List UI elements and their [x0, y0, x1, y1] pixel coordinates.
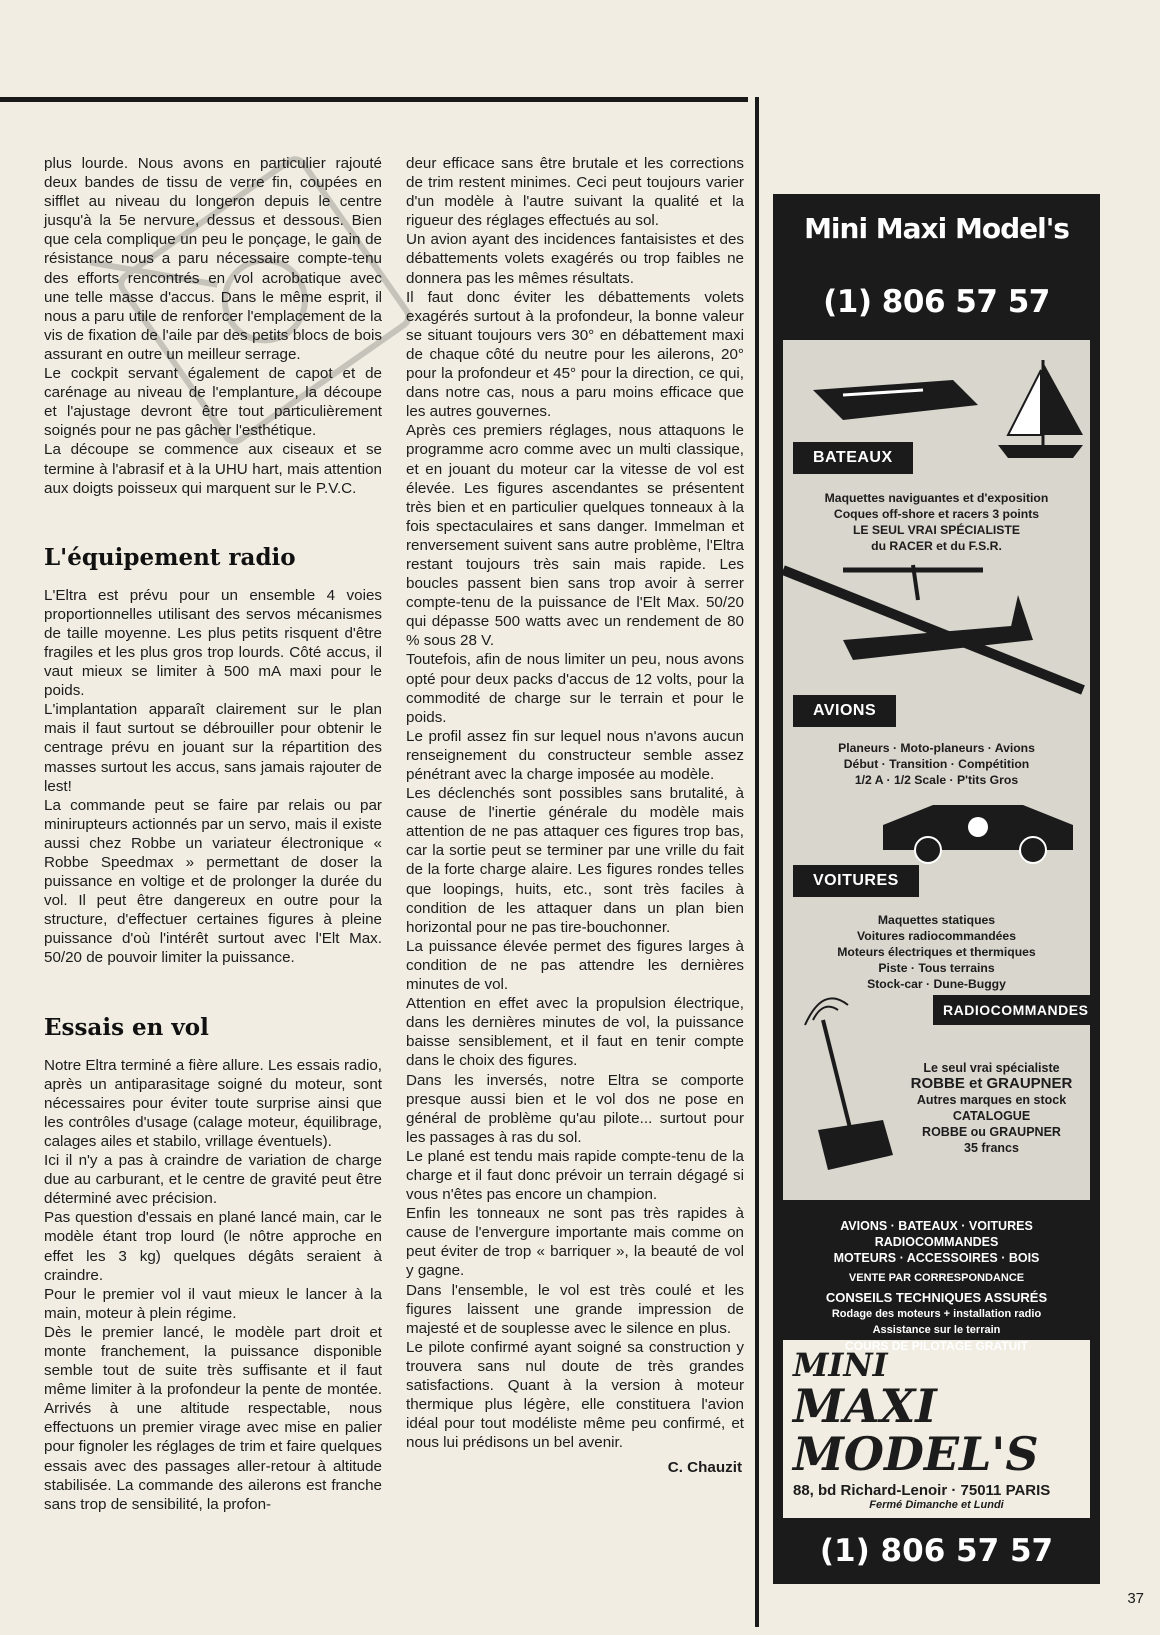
- bateaux-text: Maquettes naviguantes et d'exposition Coques off-shore et racers 3 points LE SEUL VRAI SPÉCIALISTE du RACER et du F.S.R.: [824, 491, 1049, 553]
- paragraph: Dès le premier lancé, le modèle part droit et monte franchement, la puissance disponible semble tout de suite très suffisante et il faut même limiter à la profondeur la pente de montée. Arrivés à une altitude respectable, nous effectuons un premier virage avec mise en palier pour fignoler les réglages de trim et faire quelques essais avec des passages aller-retour à altitude stabilisée. La commande des ailerons est franche sans trop de sensibilité, la profon-: [44, 1323, 382, 1513]
- ad-phone-bottom: (1) 806 57 57: [773, 1518, 1100, 1584]
- ad-logo: [773, 1340, 1100, 1518]
- airplane-icon: [783, 555, 1090, 705]
- page-number: 37: [1127, 1590, 1144, 1607]
- ad-phone: (1) 806 57 57: [773, 264, 1100, 340]
- paragraph: Ici il n'y a pas à craindre de variation de charge due au carburant, et le centre de gravité peut être déterminé avec précision.: [44, 1152, 382, 1208]
- radio-transmitter-icon: [793, 980, 903, 1180]
- logo-text: MODEL'S: [793, 1427, 1039, 1481]
- category-radio: RADIOCOMMANDES: [933, 995, 1098, 1025]
- paragraph: Pour le premier vol il vaut mieux le lancer à la main, moteur à plein régime.: [44, 1285, 382, 1322]
- section-heading-radio: L'équipement radio: [44, 543, 296, 571]
- paragraph: Le profil assez fin sur lequel nous n'avons aucun renseignement du constructeur semble assez pénétrant avec la charge imposée au modèle.: [406, 727, 744, 783]
- paragraph: deur efficace sans être brutale et les corrections de trim restent minimes. Ceci peut toujours varier d'un modèle à l'autre suivant la qualité et la rigueur des réglages effectués au sol.: [406, 155, 744, 230]
- ad-address: 88, bd Richard-Lenoir · 75011 PARIS: [793, 1482, 1051, 1499]
- article-column-left: [44, 154, 382, 1514]
- paragraph: Le plané est tendu mais rapide compte-tenu de la charge et il faut donc prévoir un terrain dégagé si vous n'êtes pas encore un champion.: [406, 1147, 744, 1204]
- paragraph: Pas question d'essais en plané lancé main, car le modèle étant trop lourd (le nôtre approche en effet les 3 kg) quelques dégâts seraient à craindre.: [44, 1209, 382, 1284]
- paragraph: Les déclenchés sont possibles sans brutalité, à cause de l'inertie générale du modèle mais attention de ne pas attaquer ces figures trop bas, car la sortie peut se terminer par une vrille du fait de la forte charge alaire. Les figures rondes telles que loopings, huits, etc., sont très faciles à condition de les attaquer dans un plan bien horizontal pour ne pas tire-bouchonner.: [406, 785, 744, 936]
- top-rule: [0, 97, 748, 102]
- paragraph: plus lourde. Nous avons en particulier rajouté deux bandes de tissu de verre fin, coupées en sifflet au niveau du longeron depuis le centre jusqu'à la 5e nervure, dessus et dessous. Bien que cela complique un peu le ponçage, le gain de résistance nous a paru nécessaire compte-tenu des efforts rencontrés en vol acrobatique avec une telle masse d'accus. Dans le même esprit, il nous a paru utile de renforcer l'emplacement de la vis de fixation de l'aile par des petits blocs de bois assurant en outre un meilleur serrage.: [44, 155, 382, 363]
- paragraph: Le cockpit servant également de capot et de carénage au niveau de l'emplanture, la découpe et l'ajustage devront être tout particulièrement soignés pour ne pas gâcher l'esthétique.: [44, 365, 382, 440]
- paragraph: Attention en effet avec la propulsion électrique, dans les dernières minutes de vol, la puissance baisse sensiblement, et il faut en tenir compte dans le choix des figures.: [406, 995, 744, 1070]
- paragraph: Enfin les tonneaux ne sont pas très rapides à cause de l'envergure importante mais comme on peut éviter de trop « barriquer », la beauté de vol y gagne.: [406, 1205, 744, 1280]
- paragraph: Après ces premiers réglages, nous attaquons le programme acro comme avec un multi classique, et en jouant du moteur car la vitesse de vol est élevée. Les figures ascendantes se présentent très bien et en particulier quelques tonneaux à la fois spectaculaires et sans danger. Immelman et renversement suivent sans autre problème, l'Eltra restant toujours très sain mais rapide. Les boucles passent bien sans trop avoir à serrer compte-tenu de la puissance de l'Elt Max. 50/20 qui dépasse 500 watts avec un rendement de 80 % sous 28 V.: [406, 422, 744, 650]
- category-avions: AVIONS: [793, 695, 896, 727]
- radio-text: Le seul vrai spécialiste ROBBE et GRAUPNER Autres marques en stock CATALOGUE ROBBE ou GRAUPNER 35 francs: [910, 1061, 1073, 1155]
- car-icon: [873, 795, 1083, 865]
- paragraph: La découpe se commence aux ciseaux et se termine à l'abrasif et à la UHU hart, mais attention aux doigts poisseux qui marquent sur le P.V.C.: [44, 441, 382, 497]
- paragraph: Un avion ayant des incidences fantaisistes et des débattements volets exagérés ou trop faibles ne donnera pas les mêmes résultats.: [406, 231, 744, 287]
- logo-text: MINI: [793, 1346, 888, 1384]
- column-divider: [755, 97, 759, 1627]
- paragraph: Il faut donc éviter les débattements volets exagérés surtout à la profondeur, la bonne valeur se situant toujours vers 30° en débattement maxi de chaque côté du neutre pour les ailerons, 20° pour la profondeur et 45° pour la direction, ce qui, dans notre cas, nous a paru moins efficace que les autres gouvernes.: [406, 288, 744, 421]
- paragraph: Dans l'ensemble, le vol est très coulé et les figures laissent une grande impression de majesté et de souplesse avec le silence en plus.: [406, 1281, 744, 1337]
- avions-text: Planeurs · Moto-planeurs · Avions Début · Transition · Compétition 1/2 A · 1/2 Scale · P'tits Gros: [838, 741, 1035, 787]
- paragraph: La commande peut se faire par relais ou par minirupteurs actionnés par un servo, mais il existe aussi chez Robbe un variateur électronique « Robbe Speedmax » permettant de doser la puissance en voltige et de prolonger la durée du vol. Il peut être dangereux en outre pour la structure, d'effectuer certaines figures à pleine puissance d'où l'intérêt surtout avec l'Elt Max. 50/20 de pouvoir limiter la puissance.: [44, 796, 382, 967]
- logo-text: MAXI: [793, 1379, 937, 1433]
- category-voitures: VOITURES: [793, 865, 919, 897]
- paragraph: Dans les inversés, notre Eltra se comporte presque aussi bien et le vol dos ne pose en général de problème qu'au pilote... surtout pour les passages à ras du sol.: [406, 1071, 744, 1146]
- category-bateaux: BATEAUX: [793, 442, 913, 474]
- paragraph: L'implantation apparaît clairement sur le plan mais il faut surtout se débrouiller pour obtenir le centrage prévu en jouant sur la répartition des masses surtout les accus, sans jamais rajouter de lest!: [44, 701, 382, 795]
- ad-footer: AVIONS · BATEAUX · VOITURES RADIOCOMMANDES MOTEURS · ACCESSOIRES · BOIS VENTE PAR CORRESPONDANCE CONSEILS TECHNIQUES ASSURÉS Rodage des moteurs + installation radio Assistance sur le terrain COURS DE PILOTAGE GRATUIT: [773, 1210, 1100, 1340]
- author-signature: C. Chauzit: [667, 1459, 742, 1477]
- paragraph: La puissance élevée permet des figures larges à condition de ne pas attendre les dernières minutes de vol.: [406, 937, 744, 994]
- ad-body: [773, 340, 1100, 1210]
- paragraph: Toutefois, afin de nous limiter un peu, nous avons opté pour deux packs d'accus de 12 volts, pour la commodité de charge sur le terrain et pour le poids.: [406, 651, 744, 726]
- paragraph: Notre Eltra terminé a fière allure. Les essais radio, après un antiparasitage soigné du moteur, sont nécessaires pour éviter toute surprise ainsi que les contrôles d'usage (calage moteur, équilibrage, calages ailes et stabilo, vrillage éventuels).: [44, 1056, 382, 1150]
- section-heading-essais: Essais en vol: [44, 1013, 209, 1041]
- advertisement: [773, 194, 1100, 1614]
- ad-title: Mini Maxi Model's: [773, 194, 1100, 264]
- voitures-text: Maquettes statiques Voitures radiocommandées Moteurs électriques et thermiques Piste · Tous terrains Stock-car · Dune-Buggy: [837, 913, 1036, 991]
- ad-hours: Fermé Dimanche et Lundi: [869, 1499, 1004, 1511]
- paragraph: L'Eltra est prévu pour un ensemble 4 voies proportionnelles utilisant des servos mécanismes de taille moyenne. Les plus petits risquent d'être fragiles et les plus gros trop lourds. Côté accus, il vaut mieux se limiter à 500 mA maxi pour le poids.: [44, 586, 382, 700]
- article-column-right: [406, 154, 744, 1477]
- paragraph: Le pilote confirmé ayant soigné sa construction y trouvera sans nul doute de très grandes satisfactions. Quant à la version à moteur thermique plus légère, elle constituera l'avion idéal pour tout modéliste même peu confirmé, et nous lui prédisons un bel avenir.: [406, 1338, 744, 1452]
